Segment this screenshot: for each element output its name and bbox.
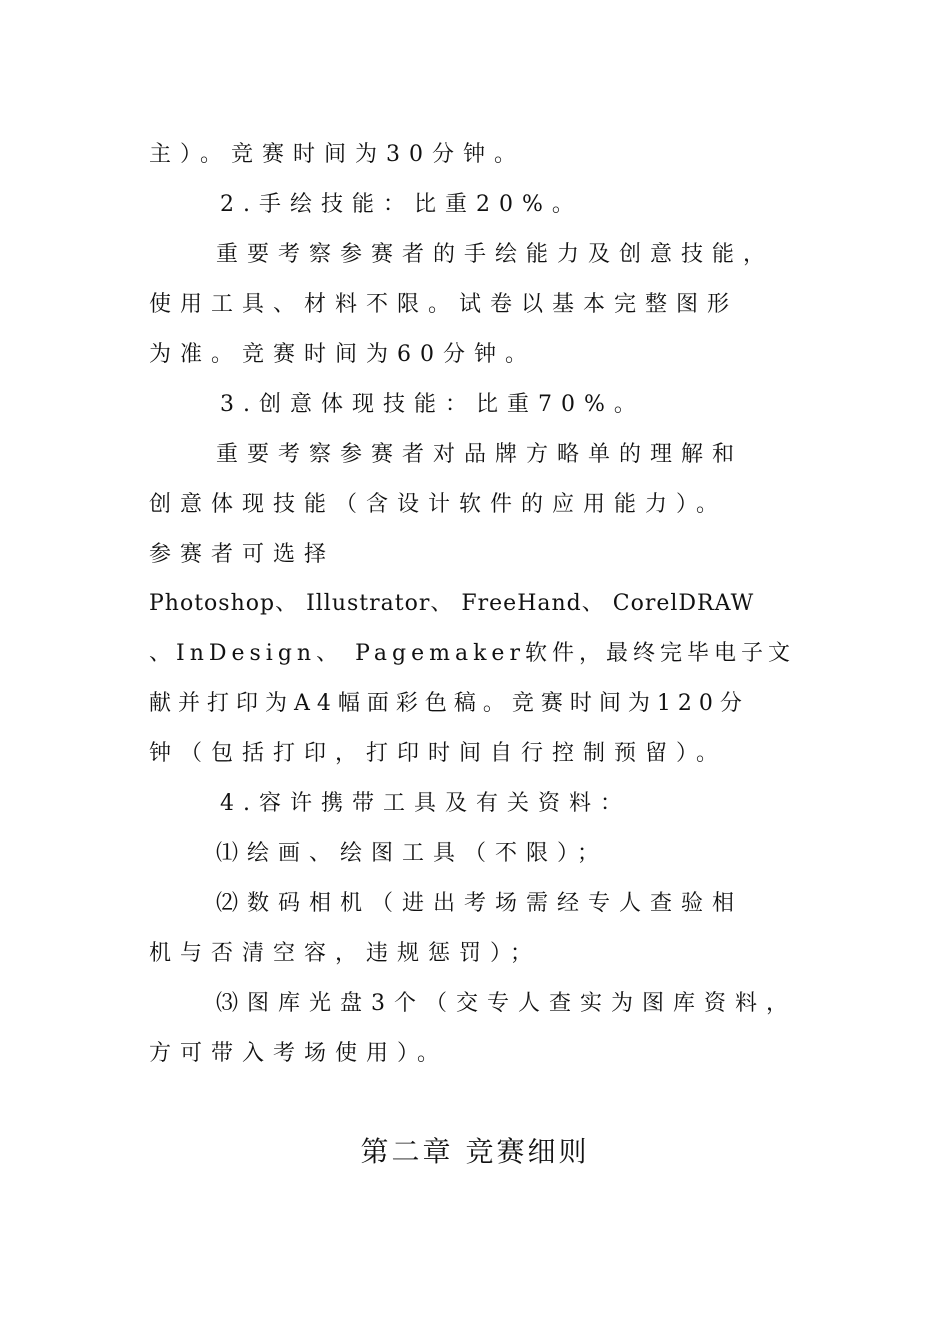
text-line-11: 、InDesign、 Pagemaker软件，最终完毕电子文	[149, 641, 795, 666]
software-list-line: Photoshop、 Illustrator、 FreeHand、 CorelDRAW	[149, 591, 755, 616]
list-item-3-continued: 方可带入考场使用）。	[149, 1041, 449, 1066]
text-line-5: 为准。竞赛时间为60分钟。	[149, 342, 536, 367]
item-2-heading: 2.手绘技能：比重20%。	[220, 192, 583, 217]
chapter-heading: 第二章 竞赛细则	[360, 1135, 590, 1168]
text-line-3: 重要考察参赛者的手绘能力及创意技能，	[216, 242, 775, 267]
text-line-8: 创意体现技能（含设计软件的应用能力）。	[149, 492, 728, 517]
text-line-13: 钟（包括打印，打印时间自行控制预留）。	[149, 741, 728, 766]
list-item-2: ⑵数码相机（进出考场需经专人查验相	[216, 891, 744, 916]
text-line-12: 献并打印为A4幅面彩色稿。竞赛时间为120分	[149, 691, 749, 716]
item-4-heading: 4.容许携带工具及有关资料：	[220, 791, 631, 816]
list-item-2-continued: 机与否清空容，违规惩罚）；	[149, 941, 542, 966]
text-line-9: 参赛者可选择	[149, 542, 336, 567]
list-item-1: ⑴绘画、绘图工具（不限）；	[216, 841, 609, 866]
text-line-4: 使用工具、材料不限。试卷以基本完整图形	[149, 292, 739, 317]
text-line-1: 主）。竞赛时间为30分钟。	[149, 142, 525, 167]
text-line-7: 重要考察参赛者对品牌方略单的理解和	[216, 442, 744, 467]
item-3-heading: 3.创意体现技能：比重70%。	[220, 392, 645, 417]
list-item-3: ⑶图库光盘3个（交专人查实为图库资料，	[216, 991, 797, 1016]
